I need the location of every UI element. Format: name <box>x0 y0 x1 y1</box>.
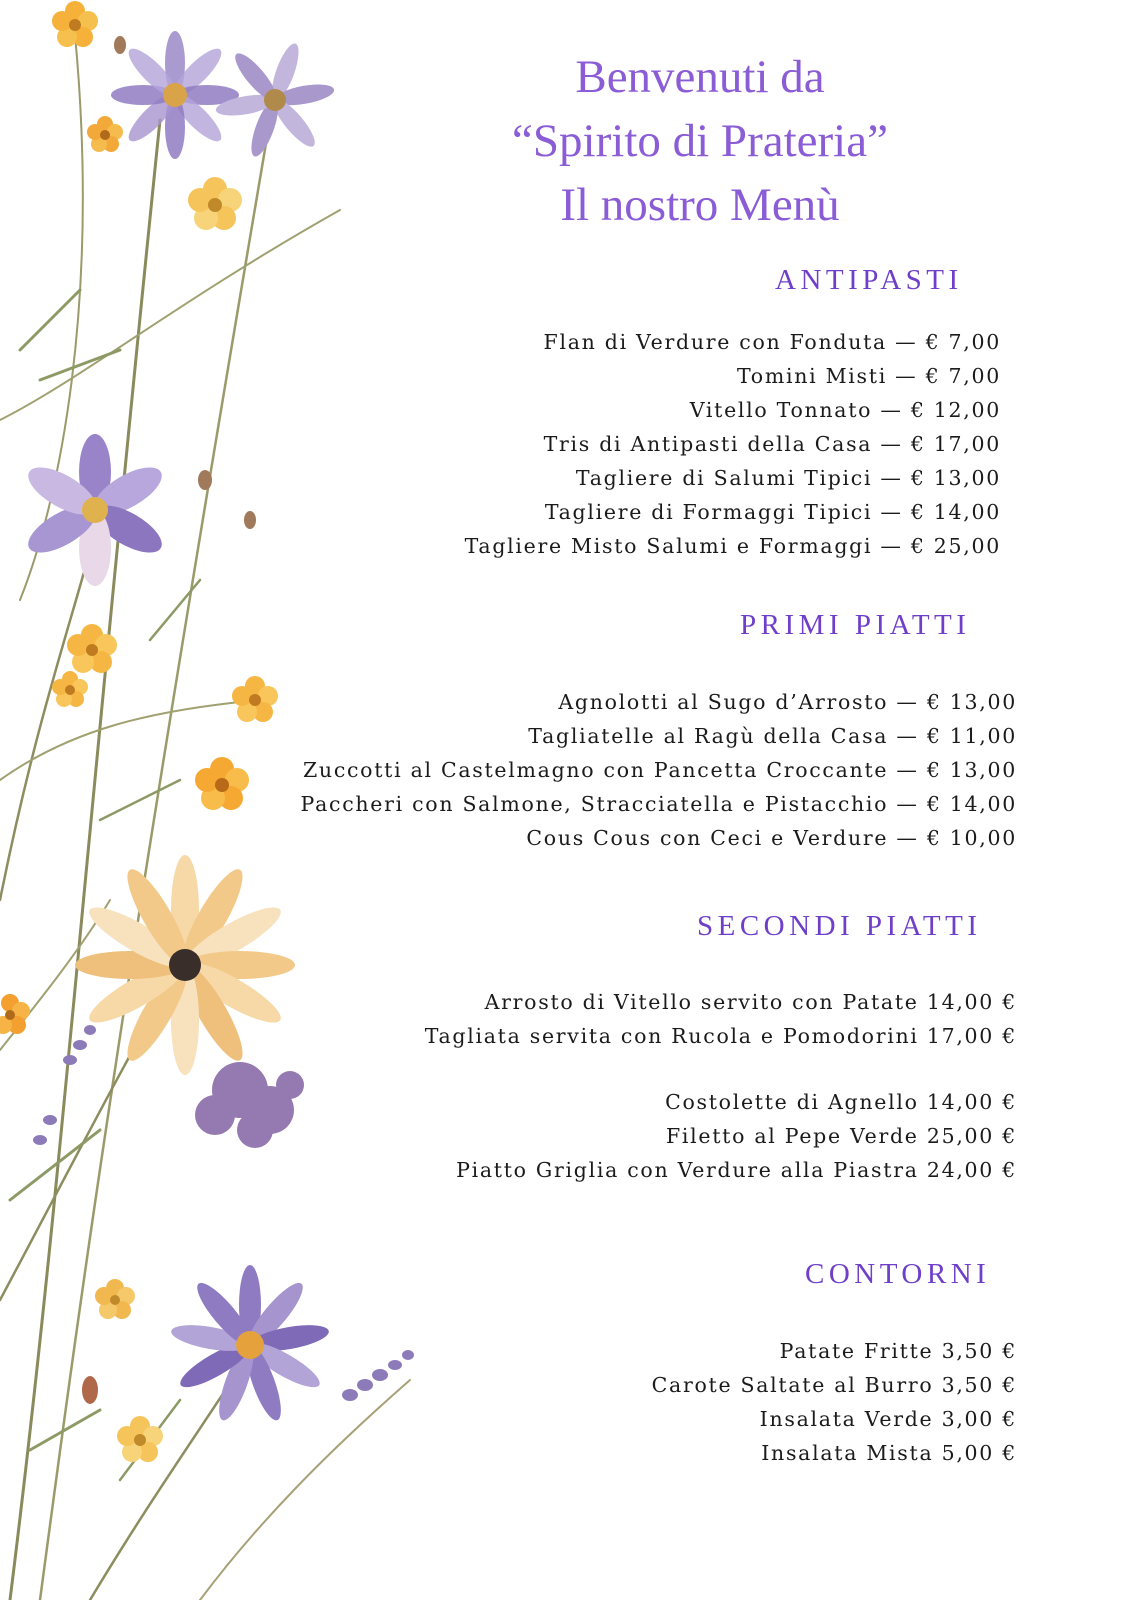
menu-spacer <box>425 1053 1017 1085</box>
secondi-list <box>425 985 1017 1187</box>
menu-item: Tagliere di Salumi Tipici — € 13,00 <box>575 466 1001 490</box>
section-title-contorni: CONTORNI <box>805 1258 991 1290</box>
menu-item: Paccheri con Salmone, Stracciatella e Pistacchio — € 14,00 <box>300 792 1017 816</box>
menu-item: Tagliere di Formaggi Tipici — € 14,00 <box>544 500 1001 524</box>
header-line-1: Benvenuti da <box>575 51 825 103</box>
menu-item: Tagliata servita con Rucola e Pomodorini 17,00 € <box>424 1024 1017 1048</box>
section-title-secondi-piatti: SECONDI PIATTI <box>697 910 982 942</box>
antipasti-list <box>465 325 1001 563</box>
menu-item: Insalata Verde 3,00 € <box>759 1407 1017 1431</box>
menu-item: Agnolotti al Sugo d’Arrosto — € 13,00 <box>558 690 1017 714</box>
header-line-3: Il nostro Menù <box>560 179 840 231</box>
section-title-antipasti: ANTIPASTI <box>775 264 963 296</box>
menu-item: Tagliere Misto Salumi e Formaggi — € 25,00 <box>464 534 1001 558</box>
menu-item: Costolette di Agnello 14,00 € <box>665 1090 1017 1114</box>
menu-item: Patate Fritte 3,50 € <box>779 1339 1017 1363</box>
menu-item: Tris di Antipasti della Casa — € 17,00 <box>543 432 1001 456</box>
menu-item: Insalata Mista 5,00 € <box>761 1441 1017 1465</box>
menu-item: Zuccotti al Castelmagno con Pancetta Croccante — € 13,00 <box>302 758 1017 782</box>
contorni-list <box>652 1334 1017 1470</box>
menu-item: Filetto al Pepe Verde 25,00 € <box>665 1124 1017 1148</box>
section-title-primi-piatti: PRIMI PIATTI <box>740 609 971 641</box>
menu-item: Tagliatelle al Ragù della Casa — € 11,00 <box>528 724 1017 748</box>
menu-item: Cous Cous con Ceci e Verdure — € 10,00 <box>526 826 1017 850</box>
menu-item: Tomini Misti — € 7,00 <box>737 364 1001 388</box>
primi-list <box>301 685 1017 855</box>
menu-item: Piatto Griglia con Verdure alla Piastra 24,00 € <box>456 1158 1017 1182</box>
menu-item: Flan di Verdure con Fonduta — € 7,00 <box>543 330 1001 354</box>
menu-item: Vitello Tonnato — € 12,00 <box>689 398 1001 422</box>
header-line-2: “Spirito di Prateria” <box>512 115 888 167</box>
menu-item: Arrosto di Vitello servito con Patate 14,00 € <box>484 990 1017 1014</box>
menu-item: Carote Saltate al Burro 3,50 € <box>651 1373 1017 1397</box>
